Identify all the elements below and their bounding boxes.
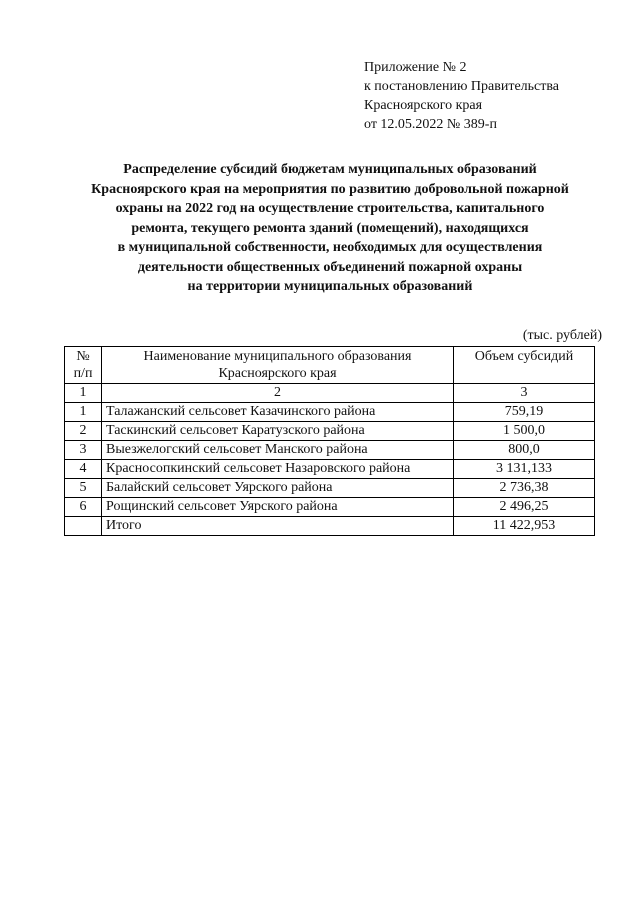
header-num-line1: № [76,349,90,364]
header-name [102,347,454,384]
document-title [60,160,600,297]
title-line: на территории муниципальных образований [187,279,473,294]
row-value: 2 736,38 [454,479,595,498]
header-name-line1: Наименование муниципального образования [143,349,412,364]
row-name: Балайский сельсовет Уярского района [102,479,454,498]
subsidy-table [64,346,595,536]
index-cell: 1 [65,384,102,403]
index-cell: 3 [454,384,595,403]
row-name: Красносопкинский сельсовет Назаровского района [102,460,454,479]
header-value: Объем субсидий [454,347,595,384]
header-name-line2: Красноярского края [218,366,337,381]
table-total-row [65,517,595,536]
title-line: деятельности общественных объединений пожарной охраны [137,259,523,275]
title-line: Красноярского края на мероприятия по развитию добровольной пожарной [91,181,569,197]
table-row [65,441,595,460]
row-num: 4 [65,460,102,479]
title-line: ремонта, текущего ремонта зданий (помещений), находящихся [131,220,529,236]
appendix-line: Приложение № 2 [364,60,467,75]
row-name: Рощинский сельсовет Уярского района [102,498,454,517]
row-num: 6 [65,498,102,517]
header-num [65,347,102,384]
total-label: Итого [102,517,454,536]
row-name: Выезжелогский сельсовет Манского района [102,441,454,460]
row-value: 759,19 [454,403,595,422]
appendix-line: от 12.05.2022 № 389-п [364,117,497,132]
row-value: 1 500,0 [454,422,595,441]
units-label: (тыс. рублей) [522,328,602,343]
header-num-line2: п/п [73,366,93,381]
row-name: Талажанский сельсовет Казачинского района [102,403,454,422]
appendix-header [364,58,559,134]
table-row [65,498,595,517]
index-cell: 2 [102,384,454,403]
table-header-row [65,347,595,384]
appendix-line: Красноярского края [364,98,483,113]
table-row [65,479,595,498]
table-row [65,422,595,441]
total-value: 11 422,953 [454,517,595,536]
total-num [65,517,102,536]
row-value: 3 131,133 [454,460,595,479]
title-line: Распределение субсидий бюджетам муниципальных образований [123,162,537,177]
appendix-line: к постановлению Правительства [364,79,560,94]
row-num: 3 [65,441,102,460]
title-line: охраны на 2022 год на осуществление строительства, капитального [115,201,545,216]
table-row [65,460,595,479]
row-num: 1 [65,403,102,422]
title-line: в муниципальной собственности, необходимых для осуществления [117,240,543,255]
row-num: 2 [65,422,102,441]
row-value: 800,0 [454,441,595,460]
column-index-row [65,384,595,403]
row-value: 2 496,25 [454,498,595,517]
row-num: 5 [65,479,102,498]
table-row [65,403,595,422]
row-name: Таскинский сельсовет Каратузского района [102,422,454,441]
